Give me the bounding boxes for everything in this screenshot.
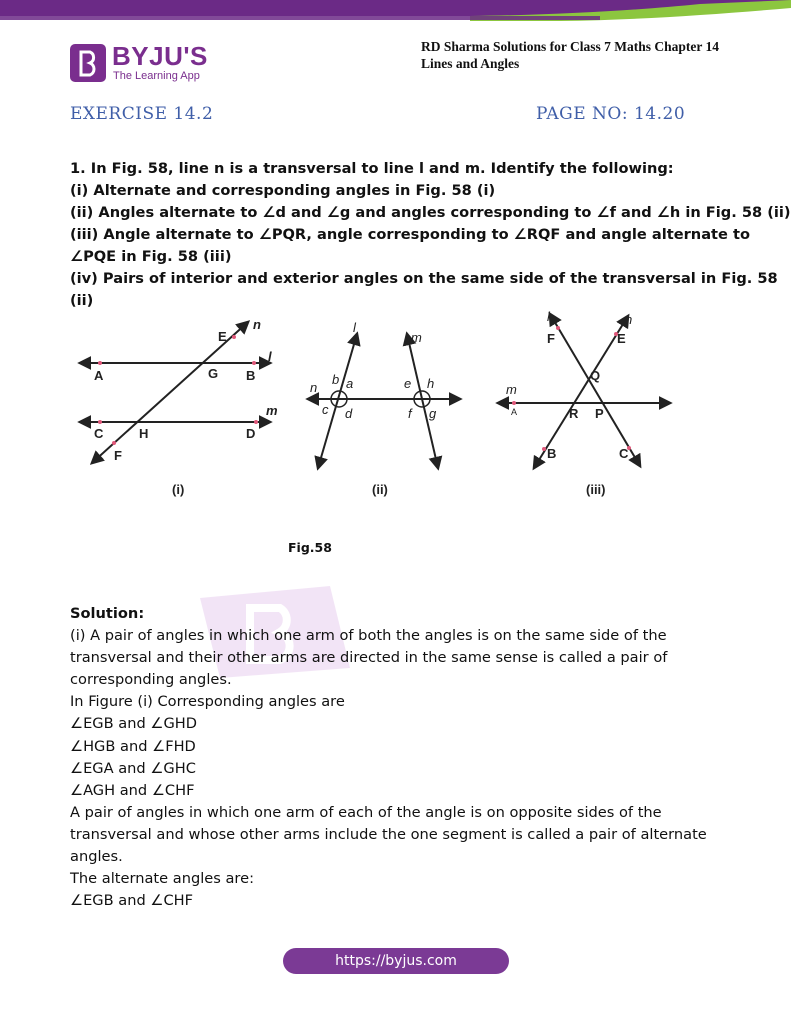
fig2-label-l: l <box>353 320 356 335</box>
fig1-label-E: E <box>218 329 227 344</box>
question-line: (iv) Pairs of interior and exterior angles on the same side of the transversal in Fig. 58 <box>70 270 778 287</box>
solution-line: The alternate angles are: <box>70 870 255 888</box>
fig1-label-n: n <box>253 317 261 332</box>
solution-line: (i) A pair of angles in which one arm of both the angles is on the same side of the <box>70 627 667 645</box>
fig3-label-A: A <box>511 407 518 417</box>
panel-label-iii: (iii) <box>586 482 606 497</box>
solution-line: corresponding angles. <box>70 671 232 689</box>
solution-line: In Figure (i) Corresponding angles are <box>70 693 345 711</box>
question-line: 1. In Fig. 58, line n is a transversal to line l and m. Identify the following: <box>70 160 674 177</box>
fig1-label-l: l <box>268 349 272 364</box>
solution-line: angles. <box>70 848 123 866</box>
solution-line: ∠EGB and ∠CHF <box>70 892 193 910</box>
fig1-label-C: C <box>94 426 104 441</box>
footer-url-link[interactable]: https://byjus.com <box>283 948 509 974</box>
fig3-label-E: E <box>617 331 626 346</box>
fig1-label-G: G <box>208 366 219 381</box>
exercise-label: EXERCISE 14.2 <box>70 104 214 124</box>
solution-line: ∠HGB and ∠FHD <box>70 737 196 755</box>
logo-mark <box>70 44 106 82</box>
fig1-label-m: m <box>266 403 278 418</box>
fig3-label-R: R <box>569 406 579 421</box>
fig3-label-B: B <box>547 446 557 461</box>
fig3-label-m: m <box>506 382 517 397</box>
header-title-line2: Lines and Angles <box>421 56 520 71</box>
fig2-label-e: e <box>404 376 412 391</box>
byjus-logo <box>70 41 230 86</box>
fig1-label-F: F <box>114 448 122 463</box>
fig2-label-b: b <box>332 372 340 387</box>
figure-panel-ii <box>308 334 460 468</box>
fig3-label-n: n <box>625 312 633 327</box>
fig2-label-n: n <box>310 380 318 395</box>
page-number: PAGE NO: 14.20 <box>536 104 686 124</box>
fig1-label-A: A <box>94 368 104 383</box>
solution-line: transversal and whose other arms include the one segment is called a pair of alternate <box>70 825 707 843</box>
fig2-label-g: g <box>429 406 437 421</box>
fig2-label-c: c <box>322 402 329 417</box>
figure-caption: Fig.58 <box>288 540 332 555</box>
top-decorative-band <box>0 0 791 22</box>
fig2-label-a: a <box>346 376 354 391</box>
logo-name: BYJU'S <box>112 41 208 71</box>
question-line: (ii) Angles alternate to ∠d and ∠g and angles corresponding to ∠f and ∠h in Fig. 58 (ii) <box>70 204 791 221</box>
panel-label-i: (i) <box>172 482 185 497</box>
figure-panel-iii <box>498 314 670 468</box>
fig3-label-F: F <box>547 331 555 346</box>
fig3-label-Q: Q <box>590 368 601 383</box>
figure-panel-i <box>80 322 270 463</box>
fig3-label-P: P <box>595 406 604 421</box>
fig2-label-d: d <box>345 406 353 421</box>
fig2-label-m: m <box>411 330 422 345</box>
question-block <box>70 158 791 312</box>
solution-heading: Solution: <box>70 605 145 622</box>
question-line: (i) Alternate and corresponding angles in Fig. 58 (i) <box>70 182 496 199</box>
question-line: (ii) <box>70 292 94 309</box>
question-line: (iii) Angle alternate to ∠PQR, angle corresponding to ∠RQF and angle alternate to <box>70 226 751 243</box>
fig1-label-B: B <box>246 368 256 383</box>
fig3-label-C: C <box>619 446 629 461</box>
solution-line: ∠EGA and ∠GHC <box>70 759 196 777</box>
header-title-line1: RD Sharma Solutions for Class 7 Maths Chapter 14 <box>421 39 720 54</box>
fig3-label-l: l <box>547 309 550 324</box>
document-header <box>421 38 761 72</box>
solution-line: transversal and their other arms are directed in the same sense is called a pair of <box>70 649 668 667</box>
fig2-label-h: h <box>427 376 435 391</box>
fig2-label-f: f <box>408 406 412 421</box>
solution-line: A pair of angles in which one arm of each of the angle is on opposite sides of the <box>70 803 662 821</box>
logo-tagline: The Learning App <box>113 70 200 82</box>
question-line: ∠PQE in Fig. 58 (iii) <box>70 248 232 265</box>
figure-58 <box>70 308 690 508</box>
fig1-label-D: D <box>246 426 256 441</box>
fig1-label-H: H <box>139 426 149 441</box>
solution-block <box>70 603 740 912</box>
panel-label-ii: (ii) <box>372 482 388 497</box>
solution-line: ∠EGB and ∠GHD <box>70 715 197 733</box>
solution-line: ∠AGH and ∠CHF <box>70 781 195 799</box>
